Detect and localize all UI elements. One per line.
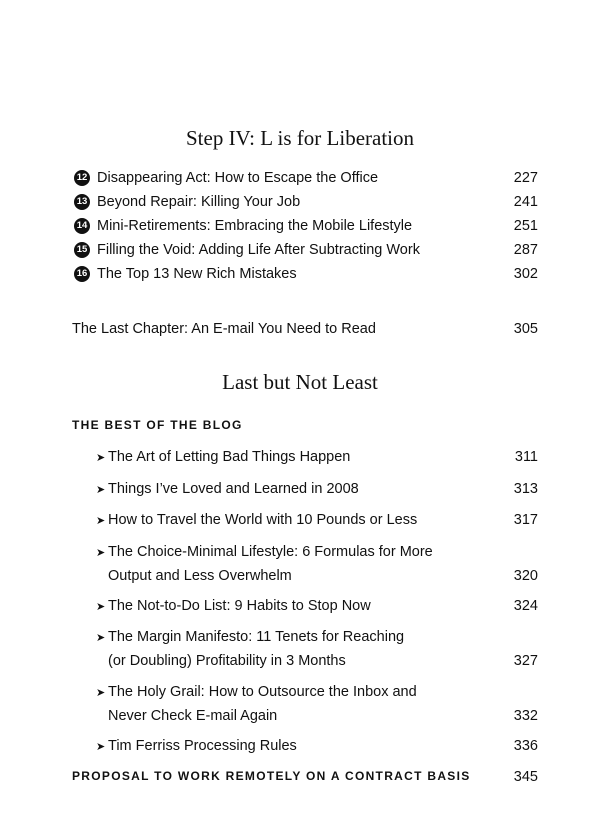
blog-entry-title: The Art of Letting Bad Things Happen [108, 449, 351, 465]
blog-entry[interactable] [0, 508, 600, 532]
chapter-number-badge: 16 [74, 266, 90, 282]
toc-entry-title: Filling the Void: Adding Life After Subtracting Work [97, 242, 420, 258]
arrow-bullet-icon: ➤ [96, 547, 106, 559]
blog-entry-page: 320 [513, 568, 538, 584]
chapter-number-badge: 14 [74, 218, 90, 234]
toc-entry-title: The Top 13 New Rich Mistakes [97, 266, 297, 282]
subsection-heading-blog: THE BEST OF THE BLOG [72, 418, 243, 432]
blog-entry-page: 324 [513, 598, 538, 614]
toc-entry-page: 302 [513, 266, 538, 282]
blog-entry-page: 332 [513, 708, 538, 724]
blog-entry[interactable] [0, 680, 600, 728]
toc-entry-last-chapter[interactable] [0, 319, 600, 341]
toc-entry-proposal[interactable] [0, 767, 600, 789]
toc-entry-page: 287 [513, 242, 538, 258]
blog-entry[interactable] [0, 540, 600, 588]
blog-entry-title: Tim Ferriss Processing Rules [108, 738, 297, 754]
blog-entry-title-continued: Output and Less Overwhelm [108, 568, 292, 584]
blog-entry-title-continued: Never Check E-mail Again [108, 708, 278, 724]
toc-entry-page: 241 [513, 194, 538, 210]
toc-entry[interactable] [0, 216, 600, 238]
section-heading-last-but-not-least: Last but Not Least [222, 370, 378, 394]
section-heading-step-iv: Step IV: L is for Liberation [185, 126, 415, 150]
blog-entry-title: How to Travel the World with 10 Pounds or Less [108, 512, 418, 528]
blog-entry-title: Things I’ve Loved and Learned in 2008 [108, 481, 359, 497]
chapter-number-badge: 15 [74, 242, 90, 258]
blog-entry-page: 311 [514, 449, 538, 465]
toc-entry-title: PROPOSAL TO WORK REMOTELY ON A CONTRACT BASIS [72, 769, 471, 783]
toc-entry[interactable] [0, 192, 600, 214]
arrow-bullet-icon: ➤ [96, 484, 106, 496]
blog-entry-title: The Not-to-Do List: 9 Habits to Stop Now [108, 598, 371, 614]
blog-entry-page: 313 [513, 481, 538, 497]
toc-entry-page: 227 [513, 170, 538, 186]
arrow-bullet-icon: ➤ [96, 687, 106, 699]
toc-entry-title: Disappearing Act: How to Escape the Office [97, 170, 379, 186]
chapter-number-badge: 13 [74, 194, 90, 210]
blog-entry-title: The Holy Grail: How to Outsource the Inbox and [108, 684, 417, 700]
toc-entry-page: 305 [513, 321, 538, 337]
blog-entry-title-continued: (or Doubling) Profitability in 3 Months [108, 653, 346, 669]
blog-entry-title: The Margin Manifesto: 11 Tenets for Reaching [108, 629, 405, 645]
toc-entry-title: Mini-Retirements: Embracing the Mobile Lifestyle [97, 218, 413, 234]
toc-entry-page: 345 [513, 769, 538, 785]
arrow-bullet-icon: ➤ [96, 632, 106, 644]
toc-entry-title: Beyond Repair: Killing Your Job [97, 194, 301, 210]
blog-entry-page: 317 [513, 512, 538, 528]
toc-entry-page: 251 [513, 218, 538, 234]
toc-entry-title: The Last Chapter: An E-mail You Need to Read [72, 321, 376, 337]
blog-entry[interactable] [0, 445, 600, 469]
toc-entry[interactable] [0, 168, 600, 190]
blog-entry-page: 327 [513, 653, 538, 669]
blog-entry[interactable] [0, 734, 600, 758]
toc-entry[interactable] [0, 264, 600, 286]
blog-entry[interactable] [0, 594, 600, 618]
arrow-bullet-icon: ➤ [96, 515, 106, 527]
arrow-bullet-icon: ➤ [96, 452, 106, 464]
chapter-number-badge: 12 [74, 170, 90, 186]
toc-entry[interactable] [0, 240, 600, 262]
blog-entry-page: 336 [513, 738, 538, 754]
blog-entry[interactable] [0, 625, 600, 673]
blog-entry[interactable] [0, 477, 600, 501]
arrow-bullet-icon: ➤ [96, 601, 106, 613]
arrow-bullet-icon: ➤ [96, 741, 106, 753]
blog-entry-title: The Choice-Minimal Lifestyle: 6 Formulas for More [108, 544, 433, 560]
